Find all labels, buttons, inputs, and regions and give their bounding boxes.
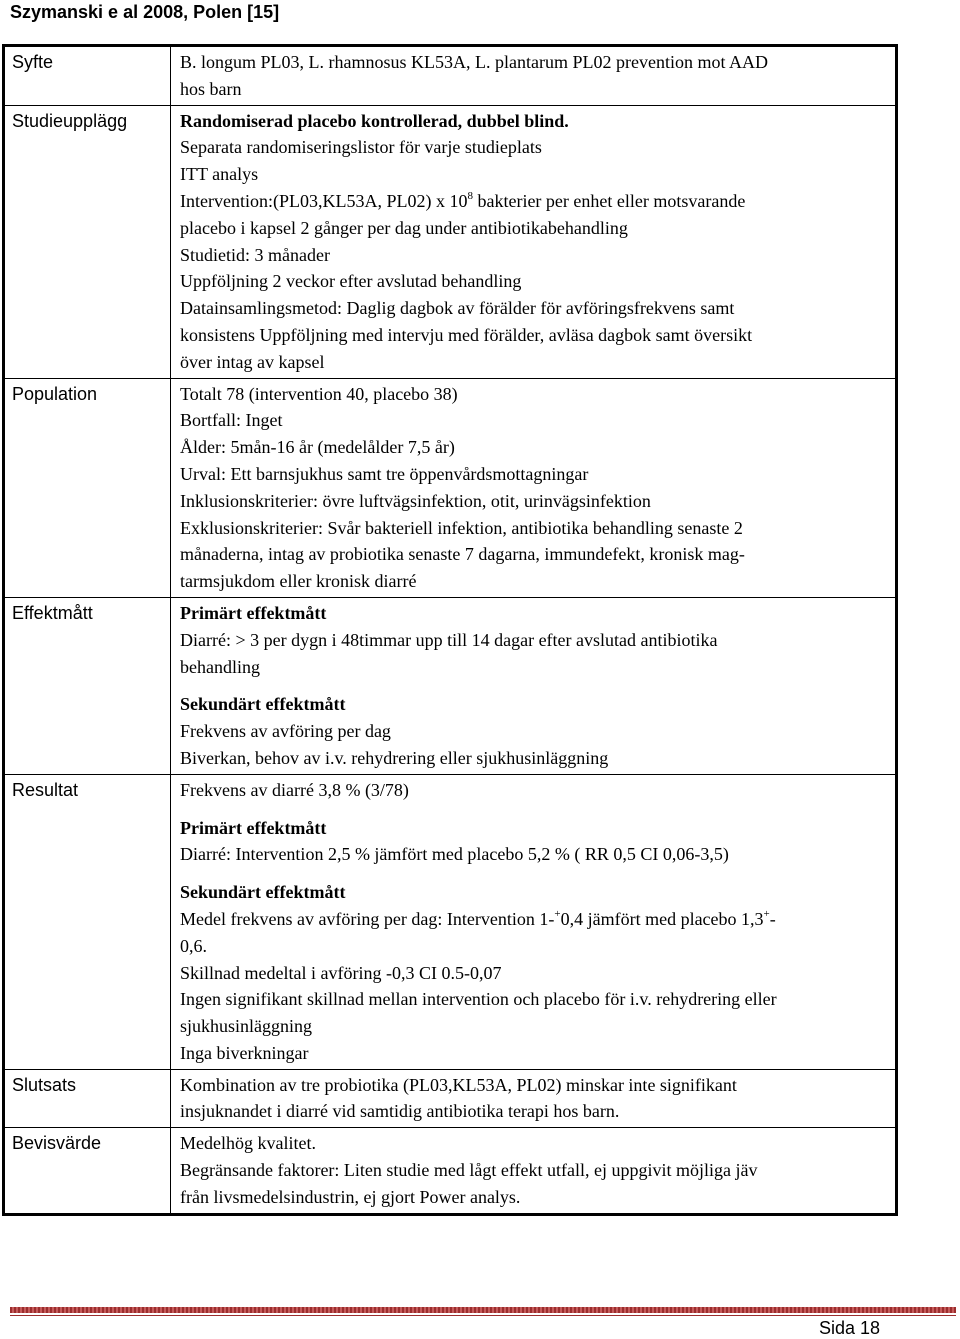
text-line: Uppföljning 2 veckor efter avslutad behandling [180, 271, 522, 292]
text-line: insjuknandet i diarré vid samtidig antibiotika terapi hos barn. [180, 1101, 620, 1122]
text-line: konsistens Uppföljning med intervju med förälder, avläsa dagbok samt översikt [180, 324, 753, 345]
row-label-resultat: Resultat [4, 774, 171, 1069]
text-line [180, 906, 887, 933]
section-heading: Sekundärt effektmått [180, 694, 346, 715]
text-line: Ingen signifikant skillnad mellan intervention och placebo för i.v. rehydrering eller [180, 989, 777, 1010]
text-line: Datainsamlingsmetod: Daglig dagbok av förälder för avföringsfrekvens samt [180, 298, 735, 319]
text-line: över intag av kapsel [180, 351, 325, 372]
section-heading: Primärt effektmått [180, 602, 327, 623]
section-heading: Randomiserad placebo kontrollerad, dubbel blind. [180, 110, 569, 131]
row-resultat [4, 774, 897, 1069]
text-line: sjukhusinläggning [180, 1016, 313, 1037]
text-line: Studietid: 3 månader [180, 244, 330, 265]
text-line: behandling [180, 656, 260, 677]
text-line: hos barn [180, 78, 242, 99]
text-line: Frekvens av avföring per dag [180, 721, 391, 742]
spacer [180, 804, 887, 815]
text-line: Bortfall: Inget [180, 410, 283, 431]
text-line: Urval: Ett barnsjukhus samt tre öppenvårdsmottagningar [180, 463, 589, 484]
row-label-studieupplagg: Studieupplägg [4, 105, 171, 378]
superscript: + [554, 907, 561, 920]
row-slutsats [4, 1069, 897, 1128]
text-line: Biverkan, behov av i.v. rehydrering eller sjukhusinläggning [180, 747, 609, 768]
text-fragment: Medel frekvens av avföring per dag: Intervention 1- [180, 908, 555, 929]
section-heading: Sekundärt effektmått [180, 882, 346, 903]
text-fragment: bakterier per enhet eller motsvarande [472, 190, 746, 211]
text-line [180, 188, 887, 215]
page-number: Sida 18 [819, 1318, 881, 1338]
row-content-resultat [171, 774, 897, 1069]
text-line: B. longum PL03, L. rhamnosus KL53A, L. plantarum PL02 prevention mot AAD [180, 52, 768, 72]
text-fragment: Intervention:(PL03,KL53A, PL02) x 10 [180, 190, 468, 211]
page-title: Szymanski e al 2008, Polen [15] [10, 2, 280, 22]
text-line: Exklusionskriterier: Svår bakteriell infektion, antibiotika behandling senaste 2 [180, 517, 743, 538]
row-label-population: Population [4, 378, 171, 597]
superscript: 8 [467, 189, 473, 202]
text-line: tarmsjukdom eller kronisk diarré [180, 571, 417, 592]
text-line: 0,6. [180, 935, 207, 956]
row-bevisvarde [4, 1128, 897, 1214]
row-content-bevisvarde [171, 1128, 897, 1214]
spacer [180, 680, 887, 691]
row-studieupplagg [4, 105, 897, 378]
spacer [180, 868, 887, 879]
text-line: Inga biverkningar [180, 1042, 309, 1063]
text-line: Medelhög kvalitet. [180, 1133, 316, 1154]
footer-rule-thin [10, 1315, 956, 1316]
text-fragment: - [769, 908, 776, 929]
row-label-effektmatt: Effektmått [4, 597, 171, 774]
text-line: Begränsande faktorer: Liten studie med lågt effekt utfall, ej uppgivit möjliga jäv [180, 1160, 758, 1181]
row-content-effektmatt [171, 597, 897, 774]
text-line: ITT analys [180, 164, 259, 185]
text-line: placebo i kapsel 2 gånger per dag under antibiotikabehandling [180, 217, 628, 238]
footer-rule [10, 1307, 956, 1313]
row-label-syfte: Syfte [4, 46, 171, 106]
text-line: Kombination av tre probiotika (PL03,KL53A, PL02) minskar inte signifikant [180, 1074, 737, 1095]
text-line: Ålder: 5mån-16 år (medelålder 7,5 år) [180, 437, 455, 458]
text-line: Frekvens av diarré 3,8 % (3/78) [180, 779, 409, 800]
row-content-syfte [171, 46, 897, 106]
text-line: från livsmedelsindustrin, ej gjort Power analys. [180, 1186, 521, 1207]
study-table [2, 44, 898, 1216]
text-line: Diarré: Intervention 2,5 % jämfört med placebo 5,2 % ( RR 0,5 CI 0,06-3,5) [180, 844, 729, 865]
text-line: Skillnad medeltal i avföring -0,3 CI 0.5-0,07 [180, 962, 502, 983]
row-effektmatt [4, 597, 897, 774]
row-content-studieupplagg [171, 105, 897, 378]
text-line: Separata randomiseringslistor för varje studieplats [180, 137, 542, 158]
row-label-bevisvarde: Bevisvärde [4, 1128, 171, 1214]
row-population [4, 378, 897, 597]
text-line: Diarré: > 3 per dygn i 48timmar upp till 14 dagar efter avslutad antibiotika [180, 629, 718, 650]
text-line: Inklusionskriterier: övre luftvägsinfektion, otit, urinvägsinfektion [180, 490, 651, 511]
superscript: + [763, 907, 770, 920]
section-heading: Primärt effektmått [180, 817, 327, 838]
text-line: månaderna, intag av probiotika senaste 7 dagarna, immundefekt, kronisk mag- [180, 544, 745, 565]
text-line: Totalt 78 (intervention 40, placebo 38) [180, 383, 458, 404]
row-content-population [171, 378, 897, 597]
row-label-slutsats: Slutsats [4, 1069, 171, 1128]
text-fragment: 0,4 jämfört med placebo 1,3 [560, 908, 764, 929]
row-syfte [4, 46, 897, 106]
row-content-slutsats [171, 1069, 897, 1128]
